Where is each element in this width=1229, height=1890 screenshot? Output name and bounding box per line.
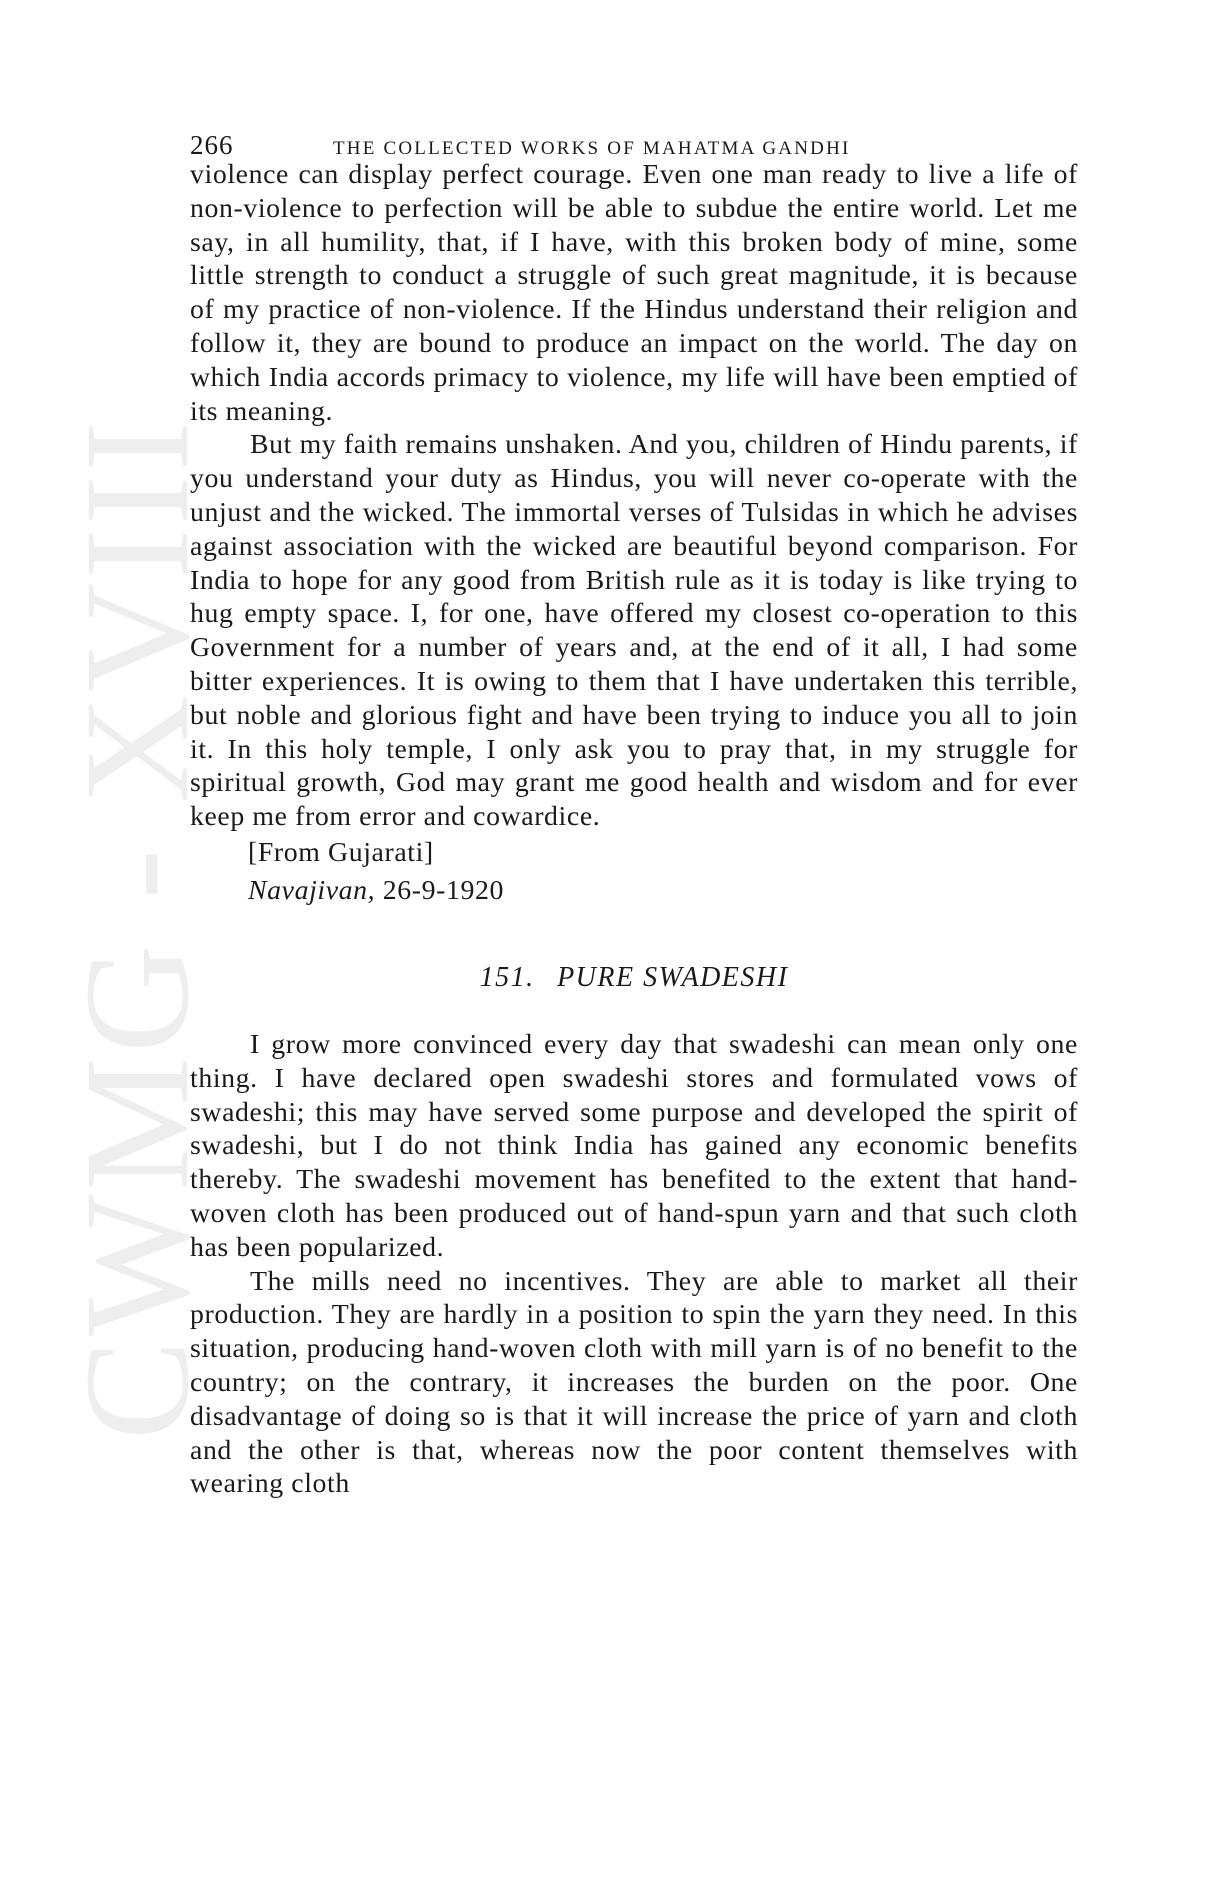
section-title: PURE SWADESHI <box>557 961 789 993</box>
section-heading <box>190 962 1078 994</box>
source-citation <box>190 872 1078 910</box>
book-title: THE COLLECTED WORKS OF MAHATMA GANDHI <box>333 138 851 159</box>
page-body <box>190 118 1078 1501</box>
paragraph: The mills need no incentives. They are able to market all their production. They are hardly in a position to spin the yarn they need. In this situation, producing hand-woven cloth with mill yarn is of no benefit to the country; on the contrary, it increases the burden on the poor. One disadvantage of doing so is that it will increase the price of yarn and cloth and the other is that, whereas now the poor content themselves with wearing cloth <box>190 1265 1078 1500</box>
source-language: [From Gujarati] <box>248 836 434 868</box>
publication-date: 26-9-1920 <box>382 874 504 906</box>
page-number: 266 <box>190 130 234 160</box>
paragraph: But my faith remains unshaken. And you, children of Hindu parents, if you understand your duty as Hindus, you will never co-operate with the unjust and the wicked. The immortal verses of Tulsidas in which he advises against association with the wicked are beautiful beyond comparison. For India to hope for any good from British rule as it is today is like trying to hug empty space. I, for one, have offered my closest co-operation to this Government for a number of years and, at the end of it all, I had some bitter experiences. It is owing to them that I have undertaken this terrible, but noble and glorious fight and have been trying to induce you all to join it. In this holy temple, I only ask you to pray that, in my struggle for spiritual growth, God may grant me good health and wisdom and for ever keep me from error and cowardice. <box>190 429 1078 833</box>
running-head <box>190 118 1078 158</box>
publication-name: Navajivan, <box>248 874 376 906</box>
paragraph: I grow more convinced every day that swadeshi can mean only one thing. I have declared open swadeshi stores and formulated vows of swadeshi; this may have served some purpose and developed the spirit of swadeshi, but I do not think India has gained any economic benefits thereby. The swadeshi movement has benefited to the extent that hand-woven cloth has been produced out of hand-spun yarn and that such cloth has been popularized. <box>190 1028 1078 1263</box>
section-number: 151. <box>479 961 535 993</box>
watermark: CWMG - XVIII <box>54 417 220 1440</box>
paragraph: violence can display perfect courage. Even one man ready to live a life of non-violence to perfection will be able to subdue the entire world. Let me say, in all humility, that, if I have, with this broken body of mine, some little strength to conduct a struggle of such great magnitude, it is because of my practice of non-violence. If the Hindus understand their religion and follow it, they are bound to produce an impact on the world. The day on which India accords primacy to violence, my life will have been emptied of its meaning. <box>190 159 1078 427</box>
